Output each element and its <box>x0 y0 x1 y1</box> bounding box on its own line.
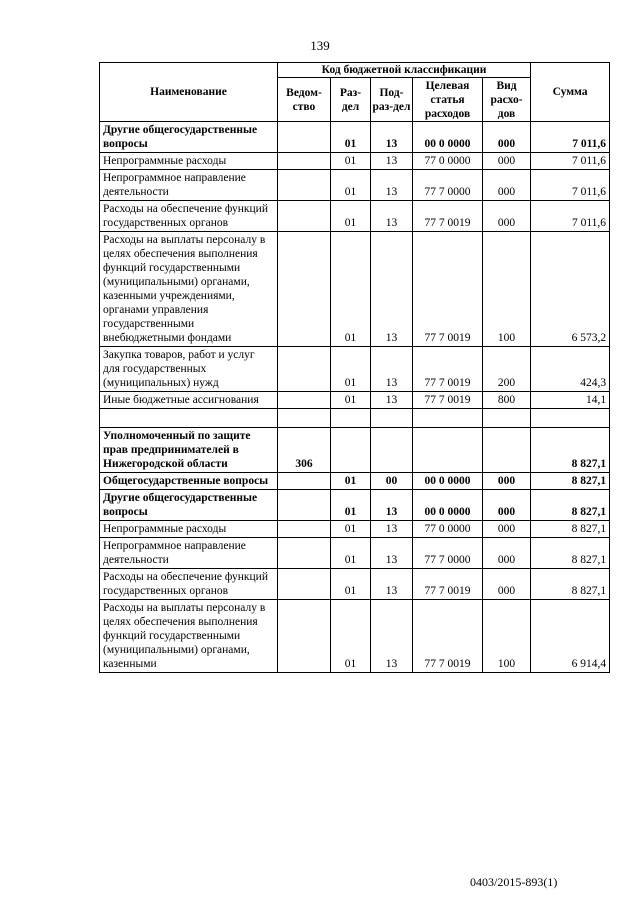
row-sum: 7 011,6 <box>531 201 610 232</box>
row-target-item: 77 7 0019 <box>413 569 483 600</box>
row-name: Расходы на обеспечение функций государственных органов <box>100 569 278 600</box>
row-expense-type: 000 <box>483 490 531 521</box>
row-expense-type: 100 <box>483 600 531 673</box>
row-subsection: 13 <box>371 170 413 201</box>
row-expense-type <box>483 409 531 428</box>
row-sum: 8 827,1 <box>531 538 610 569</box>
header-subsection: Под-раз-дел <box>371 78 413 122</box>
row-subsection: 13 <box>371 153 413 170</box>
table-row <box>100 122 610 153</box>
table-row <box>100 473 610 490</box>
row-section: 01 <box>331 122 371 153</box>
row-department <box>278 232 331 347</box>
row-expense-type: 000 <box>483 201 531 232</box>
row-subsection: 13 <box>371 392 413 409</box>
row-section <box>331 409 371 428</box>
table-row <box>100 538 610 569</box>
row-expense-type: 000 <box>483 170 531 201</box>
table-row <box>100 347 610 392</box>
row-department <box>278 490 331 521</box>
row-name: Другие общегосударственные вопросы <box>100 490 278 521</box>
row-sum: 424,3 <box>531 347 610 392</box>
row-target-item: 77 7 0019 <box>413 201 483 232</box>
page-number: 139 <box>310 38 330 53</box>
row-department <box>278 153 331 170</box>
row-sum: 8 827,1 <box>531 569 610 600</box>
row-subsection: 13 <box>371 232 413 347</box>
row-expense-type: 000 <box>483 521 531 538</box>
row-department <box>278 538 331 569</box>
table-row <box>100 409 610 428</box>
row-target-item: 00 0 0000 <box>413 490 483 521</box>
table-row <box>100 201 610 232</box>
row-section: 01 <box>331 538 371 569</box>
row-name: Другие общегосударственные вопросы <box>100 122 278 153</box>
row-target-item: 00 0 0000 <box>413 473 483 490</box>
row-name <box>100 409 278 428</box>
row-department <box>278 473 331 490</box>
row-section: 01 <box>331 153 371 170</box>
row-sum: 8 827,1 <box>531 473 610 490</box>
row-subsection: 13 <box>371 490 413 521</box>
row-name: Общегосударственные вопросы <box>100 473 278 490</box>
row-department: 306 <box>278 428 331 473</box>
row-expense-type: 800 <box>483 392 531 409</box>
row-subsection: 13 <box>371 122 413 153</box>
row-target-item: 77 7 0019 <box>413 232 483 347</box>
row-department <box>278 170 331 201</box>
table-row <box>100 569 610 600</box>
row-name: Непрограммные расходы <box>100 153 278 170</box>
header-target-item: Целевая статья расходов <box>413 78 483 122</box>
table-row <box>100 153 610 170</box>
row-target-item: 77 7 0000 <box>413 538 483 569</box>
row-department <box>278 569 331 600</box>
row-name: Непрограммное направление деятельности <box>100 538 278 569</box>
row-name: Расходы на обеспечение функций государственных органов <box>100 201 278 232</box>
row-sum <box>531 409 610 428</box>
row-target-item: 77 7 0000 <box>413 170 483 201</box>
row-target-item: 77 0 0000 <box>413 521 483 538</box>
budget-table <box>99 62 610 673</box>
row-expense-type: 000 <box>483 153 531 170</box>
row-expense-type: 000 <box>483 122 531 153</box>
row-target-item <box>413 428 483 473</box>
row-department <box>278 409 331 428</box>
row-subsection <box>371 409 413 428</box>
row-department <box>278 347 331 392</box>
row-subsection: 00 <box>371 473 413 490</box>
table-row <box>100 392 610 409</box>
table-row <box>100 428 610 473</box>
row-section: 01 <box>331 600 371 673</box>
row-target-item: 77 0 0000 <box>413 153 483 170</box>
row-sum: 7 011,6 <box>531 122 610 153</box>
row-sum: 6 573,2 <box>531 232 610 347</box>
table-row <box>100 232 610 347</box>
row-name: Непрограммное направление деятельности <box>100 170 278 201</box>
row-sum: 8 827,1 <box>531 490 610 521</box>
table-row <box>100 170 610 201</box>
row-section: 01 <box>331 490 371 521</box>
row-expense-type: 100 <box>483 232 531 347</box>
row-sum: 14,1 <box>531 392 610 409</box>
row-section: 01 <box>331 569 371 600</box>
row-subsection: 13 <box>371 521 413 538</box>
row-subsection: 13 <box>371 347 413 392</box>
table-row <box>100 490 610 521</box>
row-section <box>331 428 371 473</box>
row-sum: 7 011,6 <box>531 170 610 201</box>
row-target-item: 77 7 0019 <box>413 600 483 673</box>
row-department <box>278 201 331 232</box>
row-subsection: 13 <box>371 538 413 569</box>
row-subsection <box>371 428 413 473</box>
row-department <box>278 521 331 538</box>
row-department <box>278 122 331 153</box>
row-department <box>278 392 331 409</box>
header-name: Наименование <box>100 63 278 122</box>
row-target-item: 77 7 0019 <box>413 392 483 409</box>
row-target-item <box>413 409 483 428</box>
header-section: Раз-дел <box>331 78 371 122</box>
row-name: Иные бюджетные ассигнования <box>100 392 278 409</box>
row-department <box>278 600 331 673</box>
row-expense-type <box>483 428 531 473</box>
footer-document-code: 0403/2015-893(1) <box>470 875 558 889</box>
row-sum: 8 827,1 <box>531 521 610 538</box>
row-expense-type: 000 <box>483 538 531 569</box>
row-subsection: 13 <box>371 201 413 232</box>
row-target-item: 77 7 0019 <box>413 347 483 392</box>
row-name: Непрограммные расходы <box>100 521 278 538</box>
row-target-item: 00 0 0000 <box>413 122 483 153</box>
header-expense-type: Вид расхо-дов <box>483 78 531 122</box>
header-department: Ведом-ство <box>278 78 331 122</box>
row-section: 01 <box>331 521 371 538</box>
row-expense-type: 200 <box>483 347 531 392</box>
row-section: 01 <box>331 201 371 232</box>
row-expense-type: 000 <box>483 473 531 490</box>
row-name: Расходы на выплаты персоналу в целях обеспечения выполнения функций государственными (муниципальными) органами, казенными <box>100 600 278 673</box>
row-name: Расходы на выплаты персоналу в целях обеспечения выполнения функций государственными (муниципальными) органами, казенными учреждениями, органами управления государственными внебюджетными фондами <box>100 232 278 347</box>
table-row <box>100 600 610 673</box>
row-name: Уполномоченный по защите прав предпринимателей в Нижегородской области <box>100 428 278 473</box>
table-body <box>100 122 610 673</box>
row-name: Закупка товаров, работ и услуг для государственных (муниципальных) нужд <box>100 347 278 392</box>
row-subsection: 13 <box>371 600 413 673</box>
row-subsection: 13 <box>371 569 413 600</box>
row-sum: 7 011,6 <box>531 153 610 170</box>
row-section: 01 <box>331 232 371 347</box>
row-section: 01 <box>331 347 371 392</box>
row-section: 01 <box>331 473 371 490</box>
row-section: 01 <box>331 392 371 409</box>
row-sum: 6 914,4 <box>531 600 610 673</box>
row-expense-type: 000 <box>483 569 531 600</box>
table-row <box>100 521 610 538</box>
row-sum: 8 827,1 <box>531 428 610 473</box>
row-section: 01 <box>331 170 371 201</box>
header-sum: Сумма <box>531 63 610 122</box>
header-code-group: Код бюджетной классификации <box>278 63 531 78</box>
table-header <box>100 63 610 122</box>
